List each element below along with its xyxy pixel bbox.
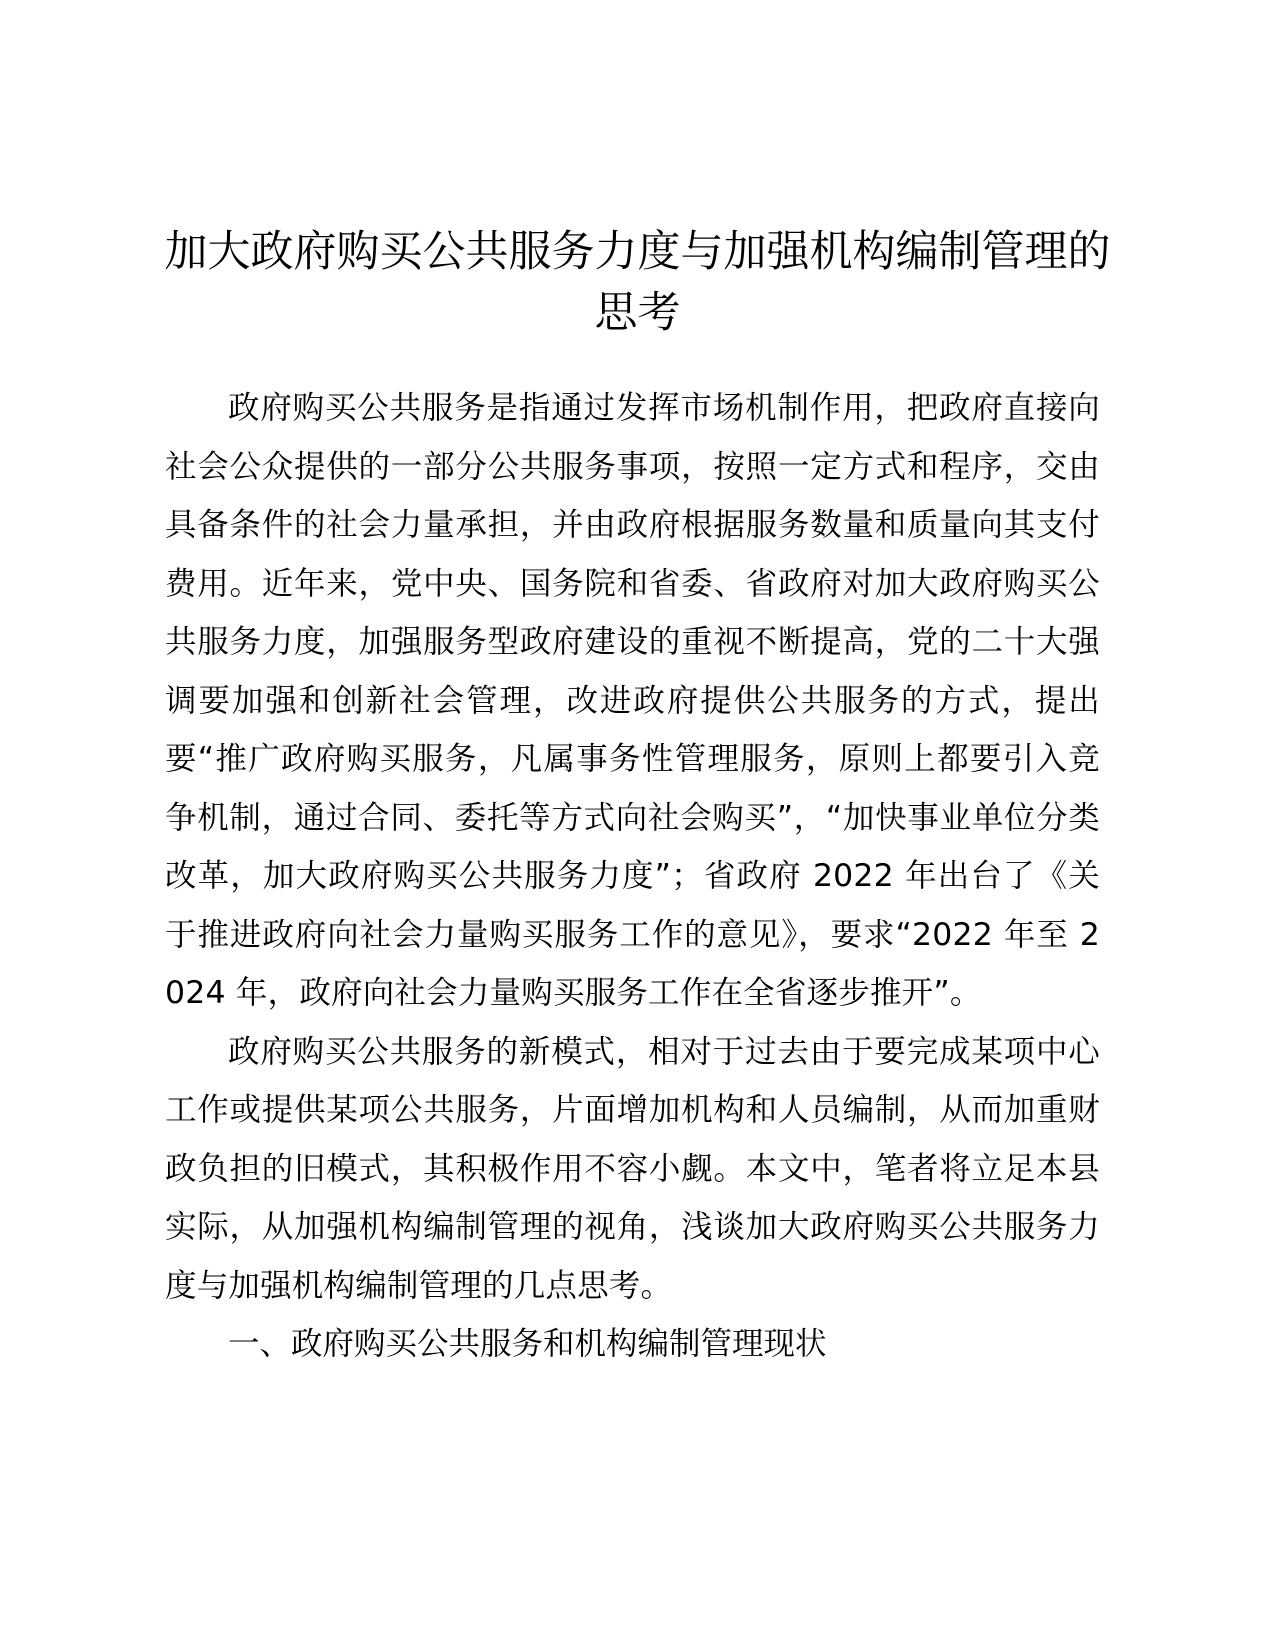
document-body bbox=[165, 379, 1100, 1374]
section-heading: 一、政府购买公共服务和机构编制管理现状 bbox=[228, 1326, 827, 1362]
paragraph-new-model: 政府购买公共服务的新模式，相对于过去由于要完成某项中心工作或提供某项公共服务，片面增加机构和人员编制，从而加重财政负担的旧模式，其积极作用不容小觑。本文中，笔者将立足本县实际，从加强机构编制管理的视角，浅谈加大政府购买公共服务力度与加强机构编制管理的几点思考。 bbox=[165, 1033, 1100, 1304]
document-title: 加大政府购买公共服务力度与加强机构编制管理的思考 bbox=[164, 227, 1111, 338]
paragraph-intro: 政府购买公共服务是指通过发挥市场机制作用，把政府直接向社会公众提供的一部分公共服务事项，按照一定方式和程序，交由具备条件的社会力量承担，并由政府根据服务数量和质量向其支付费用。近年来，党中央、国务院和省委、省政府对加大政府购买公共服务力度，加强服务型政府建设的重视不断提高，党的二十大强调要加强和创新社会管理，改进政府提供公共服务的方式，提出要“推广政府购买服务，凡属事务性管理服务，原则上都要引入竞争机制，通过合同、委托等方式向社会购买”，“加快事业单位分类改革，加大政府购买公共服务力度”；省政府 2022 年出台了《关于推进政府向社会力量购买服务工作的意见》，要求“2022 年至 2024 年，政府向社会力量购买服务工作在全省逐步推开”。 bbox=[165, 390, 1100, 1011]
